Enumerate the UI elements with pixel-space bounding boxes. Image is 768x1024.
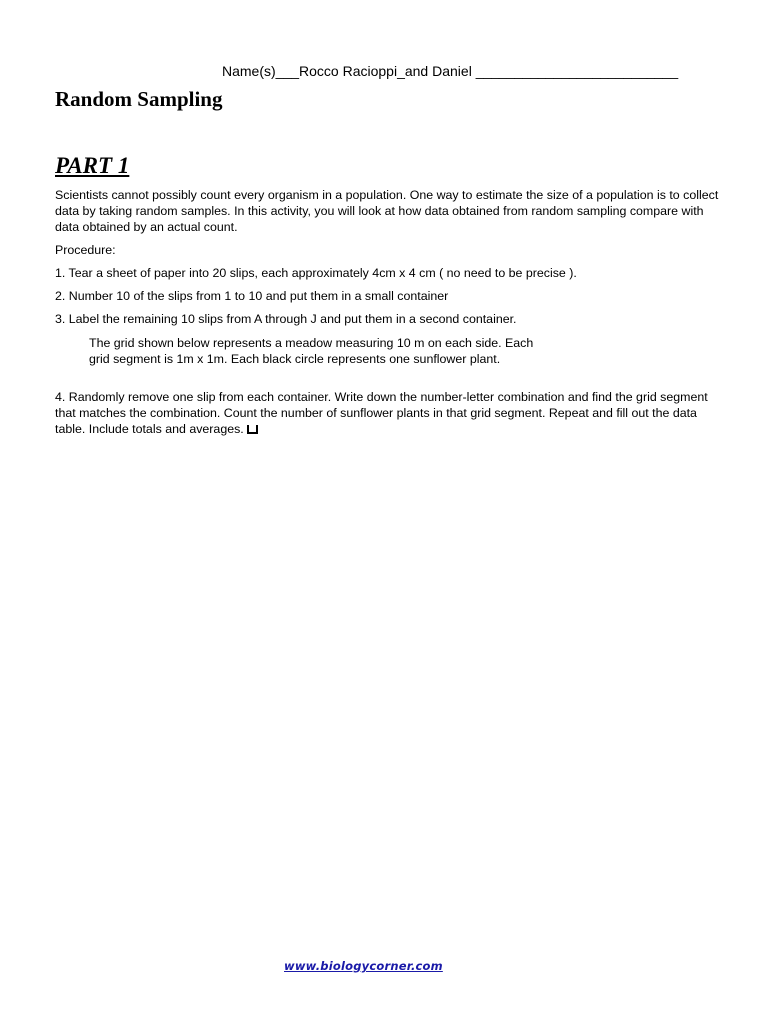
footer-website-link[interactable]: www.biologycorner.com [284,959,443,973]
procedure-step-1: 1. Tear a sheet of paper into 20 slips, each approximately 4cm x 4 cm ( no need to be precise ). [55,266,577,280]
procedure-step-2: 2. Number 10 of the slips from 1 to 10 and put them in a small container [55,289,449,303]
page-title: Random Sampling [55,87,223,111]
procedure-step-3: 3. Label the remaining 10 slips from A through J and put them in a second container. [55,312,517,326]
intro-paragraph: Scientists cannot possibly count every organism in a population. One way to estimate the size of a population is to collect data by taking random samples. In this activity, you will look at how data obtained from random sampling compare with data obtained by an actual count. [55,188,719,234]
checkbox-icon [247,425,258,434]
grid-description: The grid shown below represents a meadow measuring 10 m on each side. Each grid segment is 1m x 1m. Each black circle represents one sunflower plant. [89,336,534,366]
procedure-step-4 [55,389,725,437]
procedure-label: Procedure: [55,243,116,257]
part-heading: PART 1 [55,153,130,178]
procedure-step-4-text: 4. Randomly remove one slip from each container. Write down the number-letter combination and find the grid segment that matches the combination. Count the number of sunflower plants in that grid segment. Repeat and fill out the data table. Include totals and averages. [55,390,708,436]
name-line: Name(s)___Rocco Racioppi_and Daniel __________________________ [222,63,679,79]
